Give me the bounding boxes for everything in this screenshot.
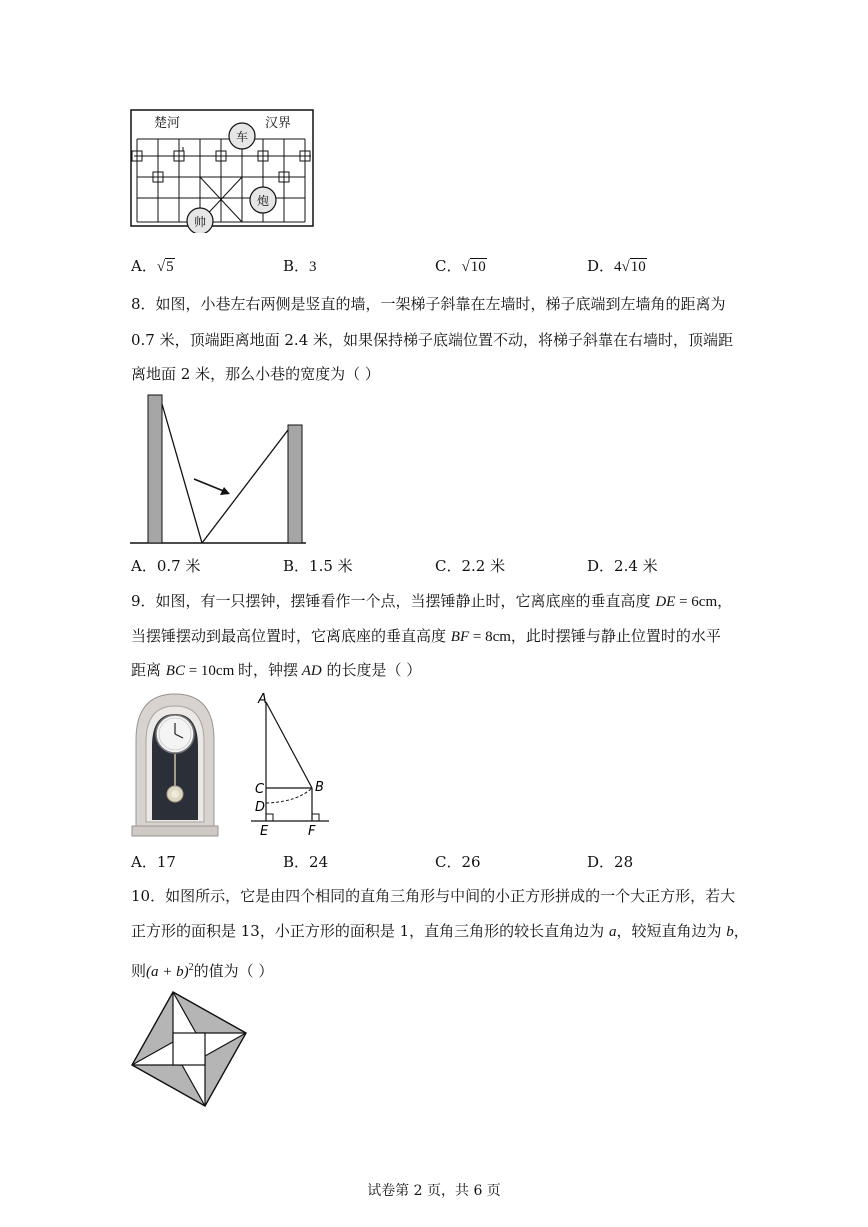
- piece-marshal: 帅: [194, 215, 207, 229]
- point-e-label: E: [260, 824, 269, 839]
- point-d-label: D: [255, 800, 266, 815]
- q10-stem-line-2: 正方形的面积是 13，小正方形的面积是 1，直角三角形的较长直角边为 a，较短直角边为 b，: [131, 922, 749, 940]
- q9-option-a[interactable]: A．17: [131, 853, 176, 871]
- q8-option-c[interactable]: C．2.2 米: [435, 557, 506, 575]
- point-b-label: B: [315, 780, 324, 795]
- river-right-label: 汉界: [265, 116, 292, 131]
- river-left-label: 楚河: [154, 116, 181, 131]
- piece-cannon: 炮: [257, 194, 270, 208]
- q7-option-d[interactable]: D．4√10: [587, 257, 646, 275]
- pendulum-clock-image: [130, 690, 220, 838]
- ladder-alley-figure: [130, 392, 310, 547]
- pendulum-geometry-figure: [247, 690, 337, 840]
- point-a-label: A: [258, 692, 267, 707]
- q7-option-a[interactable]: A．√5: [131, 257, 174, 275]
- point-f-label: F: [308, 824, 316, 839]
- q9-option-b[interactable]: B．24: [283, 853, 329, 871]
- q9-stem-line-3: 距离 BC = 10cm 时，钟摆 AD 的长度是（ ）: [131, 661, 422, 679]
- q8-stem-line-2: 0.7 米，顶端距离地面 2.4 米，如果保持梯子底端位置不动，将梯子斜靠在右墙时，顶端距: [131, 331, 734, 349]
- q10-stem-line-1: 10．如图所示，它是由四个相同的直角三角形与中间的小正方形拼成的一个大正方形，若大: [131, 887, 736, 905]
- point-c-label: C: [255, 782, 265, 797]
- q10-stem-line-3: 则$(a + b)^2$的值为（ ）: [131, 962, 274, 980]
- chess-board-figure: [130, 108, 315, 233]
- q9-stem-line-1: 9．如图，有一只摆钟，摆锤看作一个点，当摆锤静止时，它离底座的垂直高度 DE = 6cm，: [131, 592, 733, 610]
- q9-option-d[interactable]: D．28: [587, 853, 634, 871]
- q8-stem-line-3: 离地面 2 米，那么小巷的宽度为（ ）: [131, 365, 380, 383]
- piece-car: 车: [236, 130, 249, 144]
- q7-option-c[interactable]: C．√10: [435, 257, 486, 275]
- pinwheel-square-figure: [130, 990, 250, 1108]
- q8-option-d[interactable]: D．2.4 米: [587, 557, 658, 575]
- q8-option-a[interactable]: A．0.7 米: [131, 557, 201, 575]
- page-footer: 试卷第 2 页，共 6 页: [367, 1183, 501, 1199]
- q7-option-b[interactable]: B．3: [283, 257, 317, 275]
- q9-stem-line-2: 当摆锤摆动到最高位置时，它离底座的垂直高度 BF = 8cm，此时摆锤与静止位置时的水平: [131, 627, 721, 645]
- q8-option-b[interactable]: B．1.5 米: [283, 557, 353, 575]
- q8-stem-line-1: 8．如图，小巷左右两侧是竖直的墙，一架梯子斜靠在左墙时，梯子底端到左墙角的距离为: [131, 295, 726, 313]
- q9-option-c[interactable]: C．26: [435, 853, 481, 871]
